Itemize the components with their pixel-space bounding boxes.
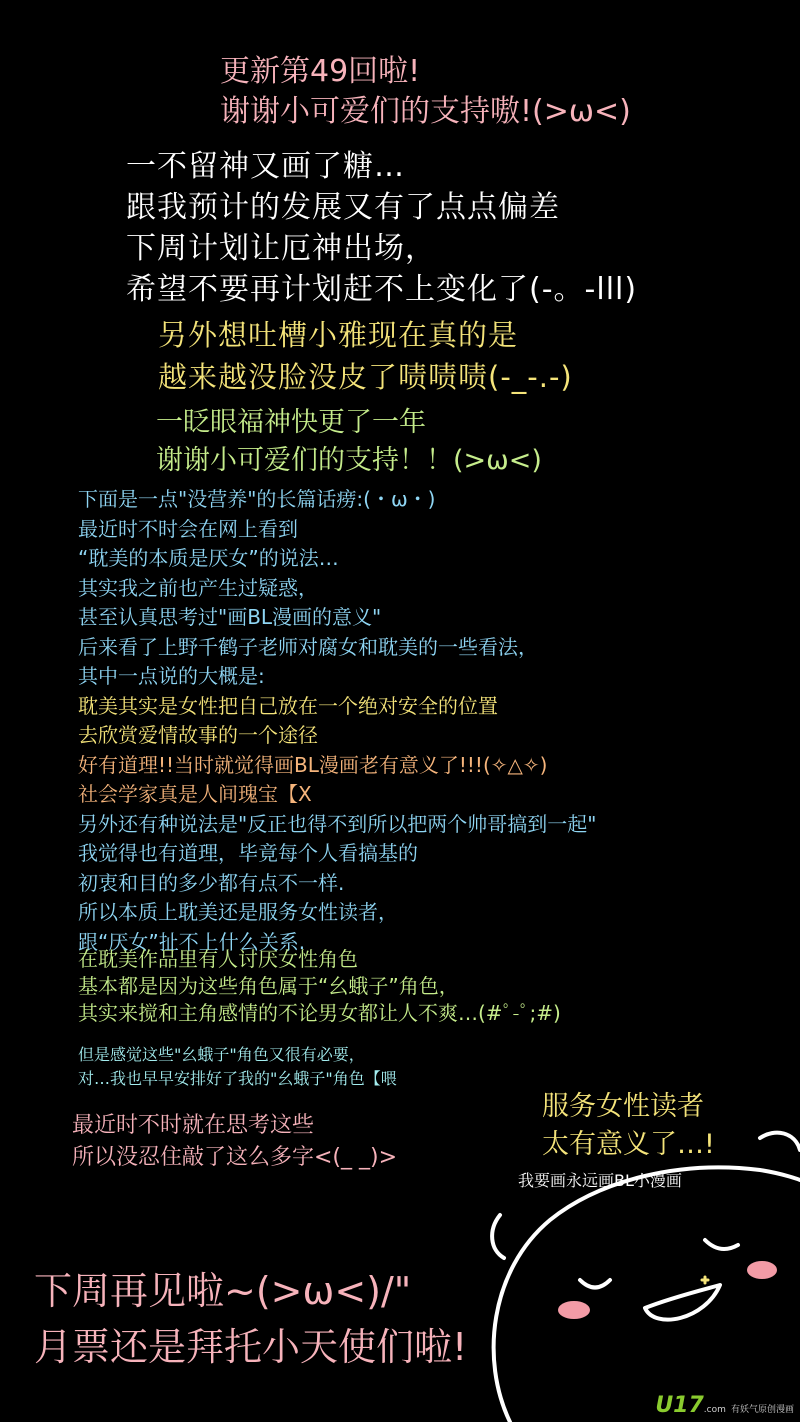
text-line: 下周再见啦~(>ω<)/" (34, 1269, 412, 1313)
text-line: 我觉得也有道理，毕竟每个人看搞基的 (78, 841, 418, 865)
text-line: 谢谢小可爱们的支持嗷!(>ω<) (220, 94, 631, 129)
text-line: 其中一点说的大概是: (78, 664, 265, 688)
text-line: 耽美其实是女性把自己放在一个绝对安全的位置 (78, 693, 498, 718)
text-line: 月票还是拜托小天使们啦! (34, 1325, 468, 1369)
watermark-domain: .com (703, 1405, 726, 1415)
highlight-quote (542, 1088, 715, 1164)
text-line: 一眨眼福神快更了一年 (156, 407, 426, 438)
text-line: 我要画永远画BL小漫画 (518, 1171, 682, 1190)
text-line: 服务女性读者 (542, 1091, 704, 1122)
text-line: 最近时不时会在网上看到 (78, 516, 298, 541)
text-line: 希望不要再计划赶不上变化了(-。-lll) (126, 272, 638, 307)
text-line: 另外想吐槽小雅现在真的是 (158, 318, 519, 352)
text-line: 基本都是因为这些角色属于“幺蛾子”角色， (78, 974, 459, 998)
text-line: 在耽美作品里有人讨厌女性角色 (78, 947, 358, 971)
text-line: 一不留神又画了糖… (126, 149, 405, 184)
text-line: “耽美的本质是厌女”的说法… (78, 546, 339, 570)
plot-notes (126, 146, 637, 310)
text-line: 社会学家真是人间瑰宝【X (78, 782, 312, 806)
text-line: 对…我也早早安排好了我的"幺蛾子"角色【喂 (78, 1069, 397, 1088)
text-line: 后来看了上野千鹤子老师对腐女和耽美的一些看法， (78, 634, 538, 659)
text-line: 谢谢小可爱们的支持！！(>ω<) (156, 445, 542, 476)
text-line: 另外还有种说法是"反正也得不到所以把两个帅哥搞到一起" (78, 811, 597, 836)
text-line: 其实我之前也产生过疑惑， (78, 575, 318, 600)
watermark-slogan: 有妖气原创漫画 (730, 1405, 794, 1415)
text-line: 更新第49回啦! (220, 54, 421, 89)
text-line: 初衷和目的多少都有点不一样. (78, 870, 345, 895)
text-line: 越来越没脸没皮了啧啧啧(-_-.-) (158, 360, 573, 394)
text-line: 最近时不时就在思考这些 (72, 1113, 315, 1138)
text-line: 好有道理!!当时就觉得画BL漫画老有意义了!!!(✧△✧) (78, 752, 548, 777)
text-line: 跟我预计的发展又有了点点偏差 (126, 190, 560, 225)
long-essay (78, 485, 596, 957)
text-line: 所以没忍住敲了这么多字<(_ _)> (72, 1145, 398, 1170)
text-line: 去欣赏爱情故事的一个途径 (78, 723, 318, 747)
u17-logo: U17 (655, 1393, 704, 1418)
update-announcement (220, 52, 631, 132)
text-line: 其实来搅和主角感情的不论男女都让人不爽…(#ﾟ-ﾟ;#) (78, 1001, 561, 1025)
text-line: 但是感觉这些"幺蛾子"角色又很有必要， (78, 1045, 365, 1064)
character-comment (158, 314, 573, 398)
text-line: 跟“厌女”扯不上什么关系. (78, 929, 306, 954)
small-pledge (518, 1170, 682, 1192)
text-line: 甚至认真思考过"画BL漫画的意义" (78, 605, 382, 629)
closing-thoughts (72, 1110, 397, 1174)
site-watermark (655, 1393, 794, 1418)
farewell (34, 1263, 467, 1375)
text-line: 下面是一点"没营养"的长篇话痨:(・ω・) (78, 487, 436, 511)
anniversary-note (156, 404, 542, 480)
small-aside (78, 1043, 397, 1091)
text-line: 所以本质上耽美还是服务女性读者， (78, 900, 398, 924)
text-line: 下周计划让厄神出场， (126, 231, 436, 266)
character-role-note (78, 946, 561, 1027)
round-blob-mascot-icon (470, 1120, 800, 1422)
text-line: 太有意义了…! (542, 1129, 715, 1160)
